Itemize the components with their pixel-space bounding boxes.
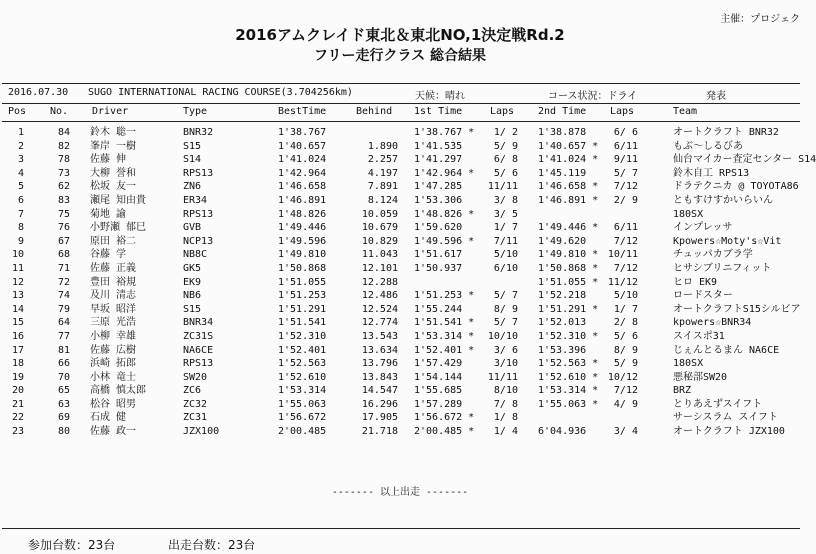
cell-pos: 7 <box>17 208 24 220</box>
cell-behind: 16.296 <box>361 398 398 410</box>
cell-laps1: 11/11 <box>487 371 518 383</box>
cell-team: オートクラフト JZX100 <box>673 426 785 438</box>
cell-behind: 14.547 <box>361 385 398 397</box>
cell-laps2: 2/ 8 <box>613 317 638 329</box>
cell-no: 62 <box>57 181 70 193</box>
cell-behind: 12.486 <box>361 290 398 302</box>
cell-pos: 4 <box>17 167 24 179</box>
table-row <box>0 235 800 249</box>
cell-laps1: 7/11 <box>493 235 518 247</box>
cell-team: ドラテクニカ @ TOYOTA86 <box>673 181 799 193</box>
cell-driver: 高橋 慎太郎 <box>90 385 147 397</box>
cell-first: 1'41.535 <box>414 140 463 152</box>
cell-laps2: 7/12 <box>613 385 638 397</box>
col-best: BestTime <box>278 106 327 117</box>
cell-type: RPS13 <box>183 208 214 220</box>
cell-second: 1'50.868 * <box>538 262 599 274</box>
cell-second: 1'53.396 <box>538 344 587 356</box>
cell-best: 2'00.485 <box>278 426 327 438</box>
cell-laps2: 2/ 9 <box>613 194 638 206</box>
cell-team: とりあえずスイフト <box>673 398 763 410</box>
event-date: 2016.07.30 <box>8 87 69 98</box>
col-driver: Driver <box>92 106 129 117</box>
cell-laps1: 6/ 8 <box>493 154 518 166</box>
cell-type: BNR32 <box>183 127 214 138</box>
cell-no: 64 <box>57 317 70 329</box>
cell-first: 1'41.297 <box>414 154 463 166</box>
cell-second: 1'46.891 * <box>538 194 599 206</box>
col-laps2: Laps <box>610 106 635 117</box>
cell-first: 1'56.672 * <box>414 412 475 424</box>
cell-second: 1'52.013 <box>538 317 587 329</box>
col-second: 2nd Time <box>538 106 587 117</box>
table-row <box>0 221 800 235</box>
cell-best: 1'53.314 <box>278 385 327 397</box>
cell-type: ZC6 <box>183 385 202 397</box>
col-no: No. <box>50 106 69 117</box>
cell-best: 1'51.055 <box>278 276 327 288</box>
cell-driver: 佐藤 正義 <box>90 262 137 274</box>
cell-second: 1'52.218 <box>538 290 587 302</box>
col-team: Team <box>673 106 698 117</box>
cell-laps1: 10/10 <box>487 330 518 342</box>
cell-pos: 23 <box>11 426 24 438</box>
cell-driver: 瀬尾 知由貴 <box>90 194 147 206</box>
cell-behind: 12.288 <box>361 276 398 288</box>
cell-best: 1'55.063 <box>278 398 327 410</box>
cell-first: 1'42.964 * <box>414 167 475 179</box>
cell-no: 74 <box>57 290 70 302</box>
cell-laps2: 4/ 9 <box>613 398 638 410</box>
cell-type: RPS13 <box>183 358 214 370</box>
cell-team: もぶ～しるびあ <box>673 140 743 152</box>
cell-driver: 浜崎 拓郎 <box>90 358 137 370</box>
cell-team: ヒロ EK9 <box>673 276 718 288</box>
cell-type: ER34 <box>183 194 208 206</box>
table-row <box>0 140 800 154</box>
cell-pos: 19 <box>11 371 24 383</box>
cell-first: 2'00.485 * <box>414 426 475 438</box>
cell-laps1: 11/11 <box>487 181 518 193</box>
cell-second: 1'49.620 <box>538 235 587 247</box>
cell-driver: 三原 光浩 <box>90 317 137 329</box>
cell-pos: 18 <box>11 358 24 370</box>
cell-best: 1'51.253 <box>278 290 327 302</box>
cell-behind: 10.829 <box>361 235 398 247</box>
cell-first: 1'53.314 * <box>414 330 475 342</box>
cell-laps2: 6/11 <box>613 222 638 234</box>
starters-count: 出走台数：23台 <box>168 538 256 552</box>
cell-behind: 4.197 <box>367 167 398 179</box>
page-title: 2016アムクレイド東北＆東北NO,1決定戦Rd.2 <box>235 26 565 44</box>
cell-no: 82 <box>57 140 70 152</box>
cell-second: 1'52.610 * <box>538 371 599 383</box>
cell-no: 83 <box>57 194 70 206</box>
cell-laps2: 5/ 9 <box>613 358 638 370</box>
table-row <box>0 330 800 344</box>
cell-pos: 9 <box>17 235 24 247</box>
cell-first: 1'55.244 <box>414 303 463 315</box>
header-bottom-divider <box>2 121 800 122</box>
results-table <box>0 126 816 439</box>
cell-best: 1'49.810 <box>278 249 327 261</box>
cell-team: Kpowers☆Moty's☆Vit <box>673 235 782 247</box>
table-row <box>0 208 800 222</box>
cell-laps1: 5/ 7 <box>493 290 518 302</box>
cell-best: 1'46.658 <box>278 181 327 193</box>
cell-behind: 13.796 <box>361 358 398 370</box>
cell-behind: 13.634 <box>361 344 398 356</box>
cell-driver: 佐藤 広樹 <box>90 344 137 356</box>
cell-first: 1'51.253 * <box>414 290 475 302</box>
cell-driver: 松谷 昭男 <box>90 398 137 410</box>
table-row <box>0 289 800 303</box>
cell-first: 1'51.541 * <box>414 317 475 329</box>
cell-laps1: 5/ 9 <box>493 140 518 152</box>
cell-type: S15 <box>183 140 202 152</box>
cell-best: 1'40.657 <box>278 140 327 152</box>
cell-no: 63 <box>57 398 70 410</box>
cell-first: 1'57.429 <box>414 358 463 370</box>
cell-best: 1'51.541 <box>278 317 327 329</box>
cell-team: 悪秘部SW20 <box>673 371 728 383</box>
cell-laps2: 5/ 6 <box>613 330 638 342</box>
cell-pos: 1 <box>17 127 24 138</box>
cell-second: 1'49.810 * <box>538 249 599 261</box>
cell-second: 1'41.024 * <box>538 154 599 166</box>
cell-second: 1'40.657 * <box>538 140 599 152</box>
cell-laps1: 7/ 8 <box>493 398 518 410</box>
cell-behind: 11.043 <box>361 249 398 261</box>
cell-driver: 石成 健 <box>90 412 127 424</box>
cell-laps2: 6/11 <box>613 140 638 152</box>
cell-team: オートクラフト BNR32 <box>673 127 779 138</box>
table-row <box>0 126 800 140</box>
cell-pos: 5 <box>17 181 24 193</box>
cell-laps1: 5/ 7 <box>493 317 518 329</box>
cell-team: チュッパカブラ学 <box>673 249 753 261</box>
cell-driver: 小柳 幸雄 <box>90 330 137 342</box>
cell-best: 1'56.672 <box>278 412 327 424</box>
cell-team: じぇんとるまん NA6CE <box>673 344 780 356</box>
table-row <box>0 248 800 262</box>
cell-behind: 8.124 <box>367 194 398 206</box>
cell-no: 71 <box>57 262 70 274</box>
cell-type: S15 <box>183 303 202 315</box>
cell-first: 1'47.285 <box>414 181 463 193</box>
cell-first: 1'57.289 <box>414 398 463 410</box>
cell-team: kpowers☆BNR34 <box>673 317 752 329</box>
cell-team: 180SX <box>673 358 704 370</box>
cell-driver: 及川 清志 <box>90 290 137 302</box>
cell-behind: 12.101 <box>361 262 398 274</box>
announce-label: 発表 <box>706 91 726 102</box>
cell-driver: 松坂 友一 <box>90 181 137 193</box>
cell-team: ヒサシブリニフィット <box>673 262 772 274</box>
cell-team: 仙台マイカー査定センター S14 <box>673 154 816 166</box>
cell-team: サーシスラム スイフト <box>673 412 778 424</box>
cell-best: 1'48.826 <box>278 208 327 220</box>
table-row <box>0 398 800 412</box>
cell-type: SW20 <box>183 371 208 383</box>
cell-driver: 大柳 誉和 <box>90 167 137 179</box>
header-top-divider <box>2 103 800 104</box>
cell-second: 1'46.658 * <box>538 181 599 193</box>
cell-pos: 14 <box>11 303 24 315</box>
col-laps1: Laps <box>490 106 515 117</box>
cell-best: 1'52.610 <box>278 371 327 383</box>
cell-laps1: 1/ 7 <box>493 222 518 234</box>
col-type: Type <box>183 106 208 117</box>
cell-second: 1'49.446 * <box>538 222 599 234</box>
cell-first: 1'53.306 <box>414 194 463 206</box>
col-pos: Pos <box>8 106 27 117</box>
entries-count: 参加台数：23台 <box>28 538 116 552</box>
cell-second: 1'53.314 * <box>538 385 599 397</box>
cell-second: 1'45.119 <box>538 167 587 179</box>
cell-pos: 2 <box>17 140 24 152</box>
cell-best: 1'50.868 <box>278 262 327 274</box>
cell-second: 1'52.310 * <box>538 330 599 342</box>
cell-laps1: 5/10 <box>493 249 518 261</box>
cell-team: スイスポ31 <box>673 330 725 342</box>
cell-pos: 17 <box>11 344 24 356</box>
table-row <box>0 153 816 167</box>
cell-laps2: 11/12 <box>607 276 638 288</box>
table-row <box>0 344 800 358</box>
cell-pos: 13 <box>11 290 24 302</box>
cell-team: ロードスター <box>673 290 733 302</box>
table-row <box>0 371 800 385</box>
cell-type: BNR34 <box>183 317 214 329</box>
cell-no: 70 <box>57 371 70 383</box>
cell-driver: 佐藤 伸 <box>90 154 127 166</box>
cell-behind: 2.257 <box>367 154 398 166</box>
cell-driver: 原田 裕二 <box>90 235 137 247</box>
cell-laps2: 10/12 <box>607 371 638 383</box>
cell-best: 1'51.291 <box>278 303 327 315</box>
footer-divider <box>2 528 800 529</box>
cell-laps2: 5/ 7 <box>613 167 638 179</box>
col-first: 1st Time <box>414 106 463 117</box>
cell-no: 78 <box>57 154 70 166</box>
cell-behind: 12.524 <box>361 303 398 315</box>
table-row <box>0 167 800 181</box>
cell-laps2: 7/12 <box>613 235 638 247</box>
cell-behind: 12.774 <box>361 317 398 329</box>
cell-laps2: 8/ 9 <box>613 344 638 356</box>
cell-pos: 6 <box>17 194 24 206</box>
table-row <box>0 357 800 371</box>
cell-behind: 1.890 <box>367 140 398 152</box>
cell-no: 65 <box>57 385 70 397</box>
cell-laps1: 1/ 2 <box>493 127 518 138</box>
cell-pos: 3 <box>17 154 24 166</box>
cell-laps1: 3/ 8 <box>493 194 518 206</box>
table-row <box>0 316 800 330</box>
table-row <box>0 194 800 208</box>
cell-driver: 菊地 諭 <box>90 208 127 220</box>
cell-second: 1'52.563 * <box>538 358 599 370</box>
cell-pos: 10 <box>11 249 24 261</box>
top-divider <box>2 83 800 84</box>
cell-driver: 豊田 裕規 <box>90 276 137 288</box>
cell-behind: 21.718 <box>361 426 398 438</box>
cell-first: 1'52.401 * <box>414 344 475 356</box>
event-venue: SUGO INTERNATIONAL RACING COURSE(3.704256km) <box>88 87 353 98</box>
cell-driver: 谷藤 学 <box>90 249 127 261</box>
cell-no: 68 <box>57 249 70 261</box>
cell-type: ZN6 <box>183 181 202 193</box>
cell-behind: 13.843 <box>361 371 398 383</box>
cell-behind: 13.543 <box>361 330 398 342</box>
cell-best: 1'52.563 <box>278 358 327 370</box>
cell-no: 76 <box>57 222 70 234</box>
cell-pos: 20 <box>11 385 24 397</box>
cell-best: 1'41.024 <box>278 154 327 166</box>
cell-best: 1'52.310 <box>278 330 327 342</box>
cell-first: 1'49.596 * <box>414 235 475 247</box>
cell-best: 1'52.401 <box>278 344 327 356</box>
table-row <box>0 411 800 425</box>
table-row <box>0 276 800 290</box>
cell-type: GK5 <box>183 262 202 274</box>
cell-first: 1'59.620 <box>414 222 463 234</box>
cell-team: ともすけすかいらいん <box>673 194 773 206</box>
cell-second: 6'04.936 <box>538 426 587 438</box>
cell-team: 180SX <box>673 208 704 220</box>
cell-driver: 峯岸 一樹 <box>90 140 137 152</box>
cell-no: 77 <box>57 330 70 342</box>
cell-driver: 小野瀬 郁巳 <box>90 222 147 234</box>
cell-type: ZC32 <box>183 398 208 410</box>
cell-laps2: 3/ 4 <box>613 426 638 438</box>
table-row <box>0 384 800 398</box>
cell-pos: 22 <box>11 412 24 424</box>
cell-laps1: 1/ 4 <box>493 426 518 438</box>
cell-laps2: 6/ 6 <box>613 127 638 138</box>
cell-second: 1'51.055 * <box>538 276 599 288</box>
cell-best: 1'46.891 <box>278 194 327 206</box>
cell-pos: 16 <box>11 330 24 342</box>
cell-laps1: 3/ 6 <box>493 344 518 356</box>
table-row <box>0 180 800 194</box>
cell-laps1: 8/ 9 <box>493 303 518 315</box>
cell-team: オートクラフトS15シルビア <box>673 303 801 315</box>
cell-type: EK9 <box>183 276 202 288</box>
cell-driver: 佐藤 政一 <box>90 426 137 438</box>
cell-type: JZX100 <box>183 426 220 438</box>
cell-first: 1'54.144 <box>414 371 463 383</box>
table-row <box>0 303 800 317</box>
cell-type: ZC31S <box>183 330 214 342</box>
cell-no: 69 <box>57 412 70 424</box>
table-header <box>0 106 800 120</box>
cell-driver: 小林 竜士 <box>90 371 137 383</box>
cell-type: NB8C <box>183 249 208 261</box>
page-subtitle: フリー走行クラス 総合結果 <box>314 48 486 64</box>
cell-pos: 8 <box>17 222 24 234</box>
cell-first: 1'38.767 * <box>414 127 475 138</box>
cell-laps2: 1/ 7 <box>613 303 638 315</box>
cell-pos: 12 <box>11 276 24 288</box>
cell-laps1: 6/10 <box>493 262 518 274</box>
cell-pos: 15 <box>11 317 24 329</box>
cell-best: 1'42.964 <box>278 167 327 179</box>
cell-first: 1'50.937 <box>414 262 463 274</box>
cell-second: 1'51.291 * <box>538 303 599 315</box>
cell-no: 81 <box>57 344 70 356</box>
cell-driver: 鈴木 聡一 <box>90 127 137 138</box>
cell-type: GVB <box>183 222 202 234</box>
cell-laps2: 7/12 <box>613 262 638 274</box>
cell-behind: 10.679 <box>361 222 398 234</box>
course-condition: コース状況：ドライ <box>548 91 638 102</box>
cell-team: BRZ <box>673 385 692 397</box>
cell-no: 73 <box>57 167 70 179</box>
cell-behind: 17.905 <box>361 412 398 424</box>
cell-first: 1'48.826 * <box>414 208 475 220</box>
cell-driver: 早坂 昭洋 <box>90 303 137 315</box>
cell-laps2: 9/11 <box>613 154 638 166</box>
cell-laps1: 3/ 5 <box>493 208 518 220</box>
cell-no: 67 <box>57 235 70 247</box>
cell-no: 84 <box>57 127 70 138</box>
cell-behind: 10.059 <box>361 208 398 220</box>
cell-type: RPS13 <box>183 167 214 179</box>
cell-no: 75 <box>57 208 70 220</box>
col-behind: Behind <box>356 106 393 117</box>
cell-best: 1'38.767 <box>278 127 327 138</box>
cell-laps1: 3/10 <box>493 358 518 370</box>
cell-no: 66 <box>57 358 70 370</box>
event-info <box>0 87 800 100</box>
cell-best: 1'49.446 <box>278 222 327 234</box>
cell-no: 80 <box>57 426 70 438</box>
cell-laps1: 5/ 6 <box>493 167 518 179</box>
cell-first: 1'55.685 <box>414 385 463 397</box>
cell-no: 79 <box>57 303 70 315</box>
cell-laps1: 8/10 <box>493 385 518 397</box>
cell-type: NB6 <box>183 290 202 302</box>
cell-second: 1'38.878 <box>538 127 587 138</box>
table-row <box>0 425 800 439</box>
cell-pos: 21 <box>11 398 24 410</box>
cell-type: S14 <box>183 154 202 166</box>
cell-laps1: 1/ 8 <box>493 412 518 424</box>
cell-laps2: 10/11 <box>607 249 638 261</box>
cell-best: 1'49.596 <box>278 235 327 247</box>
cell-type: NCP13 <box>183 235 214 247</box>
cell-type: ZC31 <box>183 412 208 424</box>
cell-laps2: 5/10 <box>613 290 638 302</box>
cell-laps2: 7/12 <box>613 181 638 193</box>
table-row <box>0 262 800 276</box>
cell-second: 1'55.063 * <box>538 398 599 410</box>
cell-pos: 11 <box>11 262 24 274</box>
cell-team: インプレッサ <box>673 222 733 234</box>
weather-status: 天候：晴れ <box>415 91 465 102</box>
end-note: ------- 以上出走 ------- <box>331 487 469 498</box>
cell-team: 鈴木自工 RPS13 <box>673 167 750 179</box>
cell-type: NA6CE <box>183 344 214 356</box>
cell-first: 1'51.617 <box>414 249 463 261</box>
cell-behind: 7.891 <box>367 181 398 193</box>
cell-no: 72 <box>57 276 70 288</box>
organizer-label: 主催：プロジェク <box>720 14 800 25</box>
